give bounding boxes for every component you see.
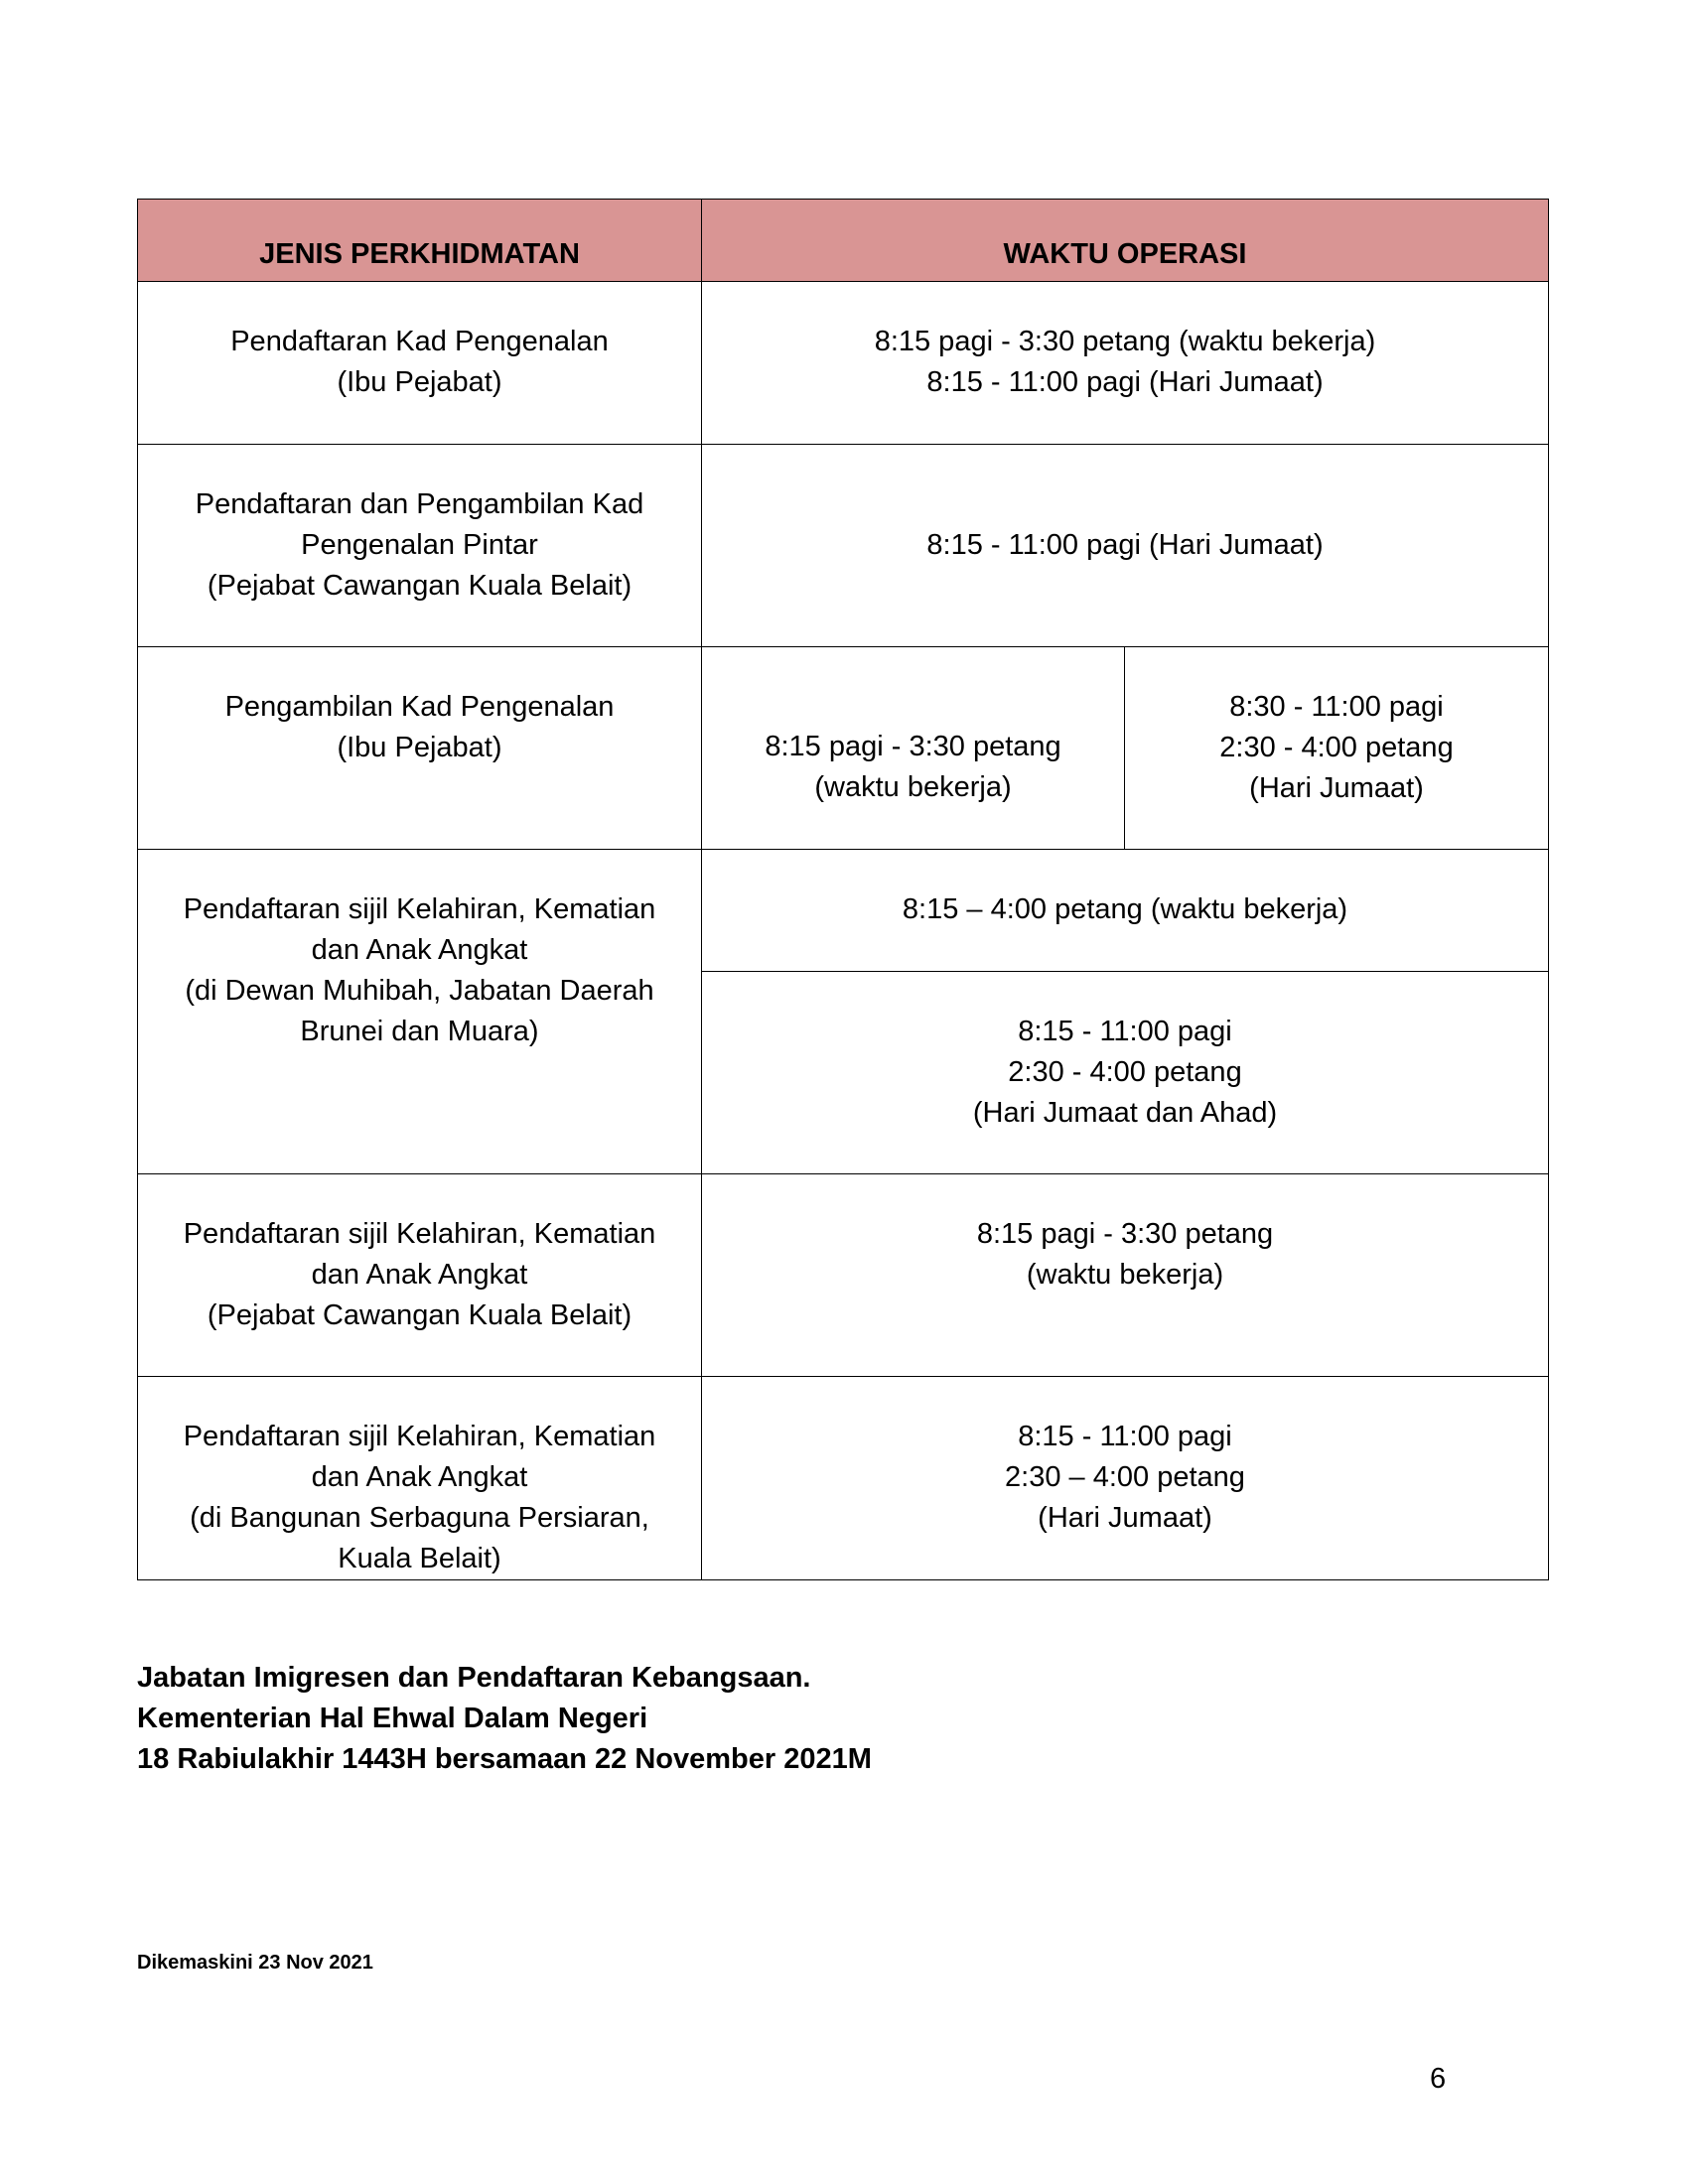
service-cell <box>138 445 702 647</box>
issuer-department: Jabatan Imigresen dan Pendaftaran Kebangsaan. <box>137 1662 811 1694</box>
issuer-signature-block <box>137 1658 872 1780</box>
hours-line: 2:30 - 4:00 petang <box>1008 1056 1242 1088</box>
service-line: (Pejabat Cawangan Kuala Belait) <box>207 570 633 602</box>
hours-cell <box>702 1174 1549 1377</box>
service-cell <box>138 647 702 850</box>
issue-date: 18 Rabiulakhir 1443H bersamaan 22 November 2021M <box>137 1743 872 1775</box>
hours-cell <box>702 972 1549 1174</box>
service-cell <box>138 1174 702 1377</box>
hours-line: (waktu bekerja) <box>1026 1259 1224 1291</box>
service-line: dan Anak Angkat <box>311 1461 528 1493</box>
service-line: Kuala Belait) <box>338 1543 501 1574</box>
service-line: dan Anak Angkat <box>311 934 528 966</box>
service-cell <box>138 850 702 1174</box>
hours-cell <box>702 1377 1549 1580</box>
service-line: Pengenalan Pintar <box>301 529 538 561</box>
service-cell <box>138 1377 702 1580</box>
hours-line: 2:30 – 4:00 petang <box>1005 1461 1245 1493</box>
service-line: Pendaftaran Kad Pengenalan <box>230 326 609 357</box>
hours-line: (Hari Jumaat) <box>1249 772 1424 804</box>
service-line: (Pejabat Cawangan Kuala Belait) <box>207 1299 633 1331</box>
table-row <box>138 1174 1549 1377</box>
page-number: 6 <box>1430 2063 1447 2095</box>
service-line: (Ibu Pejabat) <box>337 732 502 763</box>
hours-cell <box>702 850 1549 972</box>
hours-line: (waktu bekerja) <box>814 771 1012 803</box>
hours-cell-weekday <box>702 647 1125 850</box>
hours-line: 8:15 - 11:00 pagi (Hari Jumaat) <box>926 366 1324 398</box>
header-service-type: JENIS PERKHIDMATAN <box>138 200 702 282</box>
hours-line: 8:30 - 11:00 pagi <box>1229 691 1444 723</box>
table-row <box>138 445 1549 647</box>
service-cell <box>138 282 702 445</box>
last-updated-note: Dikemaskini 23 Nov 2021 <box>137 1952 373 1974</box>
hours-cell <box>702 282 1549 445</box>
hours-line: 8:15 – 4:00 petang (waktu bekerja) <box>902 893 1348 925</box>
service-line: dan Anak Angkat <box>311 1259 528 1291</box>
hours-line: 8:15 - 11:00 pagi <box>1018 1421 1232 1452</box>
service-line: Pendaftaran sijil Kelahiran, Kematian <box>183 893 656 925</box>
table-row <box>138 647 1549 850</box>
hours-line: (Hari Jumaat) <box>1038 1502 1212 1534</box>
service-line: Pengambilan Kad Pengenalan <box>224 691 615 723</box>
operating-hours-table <box>137 199 1549 1580</box>
table-row <box>138 282 1549 445</box>
hours-line: (Hari Jumaat dan Ahad) <box>972 1097 1278 1129</box>
header-operating-hours: WAKTU OPERASI <box>702 200 1549 282</box>
hours-line: 2:30 - 4:00 petang <box>1219 732 1454 763</box>
hours-line: 8:15 pagi - 3:30 petang <box>765 731 1061 762</box>
hours-cell-friday <box>1125 647 1549 850</box>
hours-line: 8:15 pagi - 3:30 petang <box>976 1218 1274 1250</box>
service-line: (di Dewan Muhibah, Jabatan Daerah <box>185 975 654 1007</box>
hours-cell <box>702 445 1549 647</box>
service-line: Pendaftaran sijil Kelahiran, Kematian <box>183 1218 656 1250</box>
service-line: (di Bangunan Serbaguna Persiaran, <box>190 1502 649 1534</box>
service-line: Pendaftaran sijil Kelahiran, Kematian <box>183 1421 656 1452</box>
table-header-row <box>138 200 1549 282</box>
service-line: (Ibu Pejabat) <box>337 366 502 398</box>
issuer-ministry: Kementerian Hal Ehwal Dalam Negeri <box>137 1703 648 1734</box>
table-row <box>138 850 1549 972</box>
service-line: Brunei dan Muara) <box>300 1016 539 1047</box>
hours-line: 8:15 - 11:00 pagi <box>1018 1016 1232 1047</box>
service-line: Pendaftaran dan Pengambilan Kad <box>195 488 644 520</box>
table-row <box>138 1377 1549 1580</box>
hours-line: 8:15 - 11:00 pagi (Hari Jumaat) <box>926 529 1324 561</box>
hours-line: 8:15 pagi - 3:30 petang (waktu bekerja) <box>874 326 1376 357</box>
